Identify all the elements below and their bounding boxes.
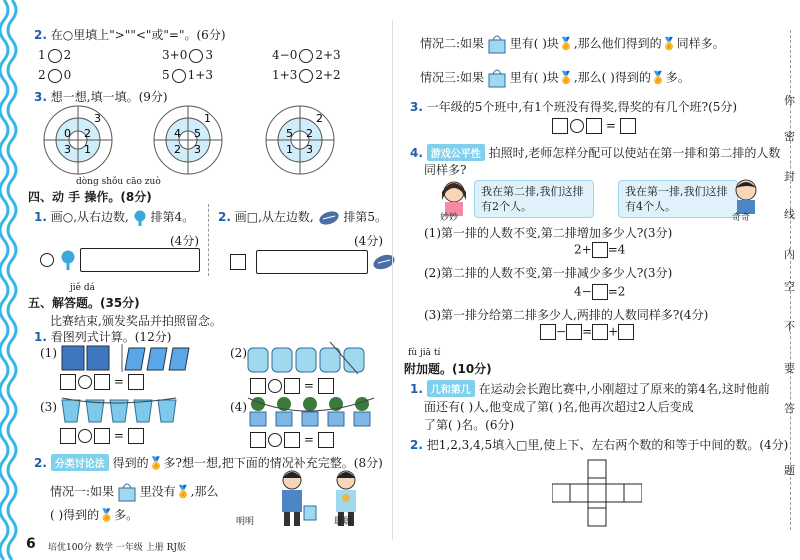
two-children-illustration (264, 466, 374, 528)
answer-box[interactable] (618, 324, 634, 340)
question-text: 在○里填上">""<"或"="。(6分) (50, 28, 226, 42)
answer-box[interactable] (592, 284, 608, 300)
target-diagram-3 (264, 104, 336, 176)
question-text: 排第4。 (150, 210, 195, 224)
equation-boxes[interactable]: = (250, 432, 334, 448)
cross-grid[interactable] (552, 458, 642, 530)
case-text: 多。 (665, 70, 690, 85)
question-number: 1. (34, 330, 47, 344)
case-text: 情况一:如果 (50, 484, 115, 499)
equation-text: = (582, 324, 593, 339)
compare-right: 3 (205, 48, 213, 62)
target-number: 2 (84, 127, 91, 140)
target-number: 5 (194, 127, 201, 140)
compare-left: 4−0 (272, 48, 298, 62)
equation-text: =2 (607, 284, 626, 299)
column-divider (392, 20, 393, 540)
question-number: 4. (410, 146, 423, 160)
footer-text: 培优100分 数学 一年级 上册 RJ版 (48, 543, 187, 553)
s4-item-2 (218, 208, 387, 225)
question-text: 多?想一想,把下面的情况补充完整。(8分) (163, 456, 383, 470)
question-text: 画○,从右边数, (50, 210, 129, 224)
medal-icon: 🏅 (661, 36, 677, 51)
question-text: 了第( )名。(6分) (424, 418, 515, 432)
question-text: 想一想,填一填。(9分) (50, 90, 168, 104)
target-number: 2 (316, 112, 323, 125)
equation (540, 324, 634, 340)
divider (208, 204, 209, 276)
question-text: 把1,2,3,4,5填入□里,使上下、左右两个数的和等于中间的数。(4分) (426, 438, 789, 452)
answer-circle[interactable] (172, 69, 186, 83)
name-label: 明明 (236, 517, 255, 527)
question-number: 2. (34, 28, 47, 42)
flowers-picture (246, 394, 376, 428)
question-2-title (34, 26, 226, 43)
target-number: 3 (94, 112, 101, 125)
compare-right: 2+3 (315, 48, 341, 62)
medal-icon: 🏅 (148, 456, 164, 470)
sub-question: (1)第一排的人数不变,第二排增加多少人?(3分) (424, 226, 673, 240)
section-4-title: 四、动 手 操作。(8分) (28, 190, 152, 204)
equation-text: − (556, 324, 567, 339)
case-text: 情况三:如果 (420, 70, 485, 85)
question-text: 看图列式计算。(12分) (50, 330, 172, 344)
case-text: 情况二:如果 (420, 36, 485, 51)
case-text: 同样多。 (676, 36, 725, 51)
answer-circle[interactable] (299, 69, 313, 83)
target-number: 3 (306, 143, 313, 156)
drawing-box[interactable] (256, 250, 368, 274)
r-question-3 (410, 98, 737, 115)
sub-question: (3)第一排分给第二排多少人,两排的人数同样多?(4分) (424, 308, 709, 322)
compare-row-1b (162, 48, 213, 63)
bonus-question-2 (410, 436, 788, 453)
question-number: 3. (34, 90, 47, 104)
answer-circle[interactable] (189, 49, 203, 63)
books-picture (60, 342, 190, 372)
bonus-title: 附加题。(10分) (404, 362, 492, 376)
target-number: 0 (64, 127, 71, 140)
s4-item-1 (34, 208, 194, 226)
target-number: 4 (174, 127, 181, 140)
page-number: 6 (26, 536, 36, 552)
case-2 (420, 34, 725, 54)
r-question-4 (410, 144, 780, 161)
answer-circle[interactable] (48, 49, 62, 63)
case-text: 多。 (114, 508, 139, 522)
answer-box[interactable] (592, 242, 608, 258)
answer-circle[interactable] (48, 69, 62, 83)
case-text: ,那么他们得到的 (573, 36, 662, 51)
target-number: 3 (64, 143, 71, 156)
speech-bubble-qiqi: 我在第一排,我们这排有4个人。 (618, 180, 738, 218)
question-number: 2. (218, 210, 231, 224)
compare-row-2b (162, 68, 213, 83)
picture-label: (3) (40, 400, 57, 414)
answer-box[interactable] (566, 324, 582, 340)
case-text: 里没有 (139, 484, 176, 499)
equation-text: 4− (574, 284, 592, 299)
method-tag: 分类讨论法 (51, 454, 109, 471)
question-text: 在运动会长跑比赛中,小刚超过了原来的第4名,这时他前 (478, 382, 770, 396)
gift-bag-icon (118, 482, 136, 502)
compare-row-1 (38, 48, 71, 63)
seal-char: 密 (784, 130, 795, 143)
target-number: 1 (204, 112, 211, 125)
name-label: 聪聪 (334, 517, 353, 527)
medal-icon: 🏅 (558, 36, 574, 51)
compare-right: 1+3 (187, 68, 213, 82)
target-diagram-1 (42, 104, 114, 176)
compare-row-2c (272, 68, 341, 83)
compare-right: 0 (63, 68, 72, 82)
score: (4分) (170, 234, 199, 248)
question-text: 得到的 (112, 456, 149, 470)
answer-box[interactable] (540, 324, 556, 340)
equation-text: =4 (607, 242, 626, 257)
gift-bag-icon (488, 68, 506, 88)
question-number: 2. (34, 456, 47, 470)
compare-row-2 (38, 68, 71, 83)
target-number: 1 (84, 143, 91, 156)
equation-text: 2+ (574, 242, 592, 257)
rugby-ball-icon (318, 211, 340, 225)
target-number: 3 (194, 143, 201, 156)
bonus-pinyin: fù jiā tí (408, 348, 441, 358)
compare-row-1c (272, 48, 341, 63)
worksheet-page (24, 0, 800, 560)
seal-char: 封 (784, 170, 795, 183)
compare-left: 1 (38, 48, 46, 62)
case-text: 里有( )块 (509, 36, 559, 51)
medal-icon: 🏅 (175, 484, 191, 499)
case-1-answer (50, 506, 138, 523)
ping-pong-paddle-icon (60, 250, 76, 270)
picture-label: (4) (230, 400, 247, 414)
case-text: ,那么( )得到的 (573, 70, 651, 85)
seal-char: 线 (784, 208, 795, 221)
medal-icon: 🏅 (558, 70, 574, 85)
cups-picture (60, 396, 180, 426)
section-5-title: 五、解答题。(35分) (28, 296, 140, 310)
case-text: 里有( )块 (509, 70, 559, 85)
section-5-pinyin: jiě dá (70, 283, 95, 293)
backpacks-picture (246, 340, 376, 374)
seal-char: 空 (784, 280, 795, 293)
drawn-circle (40, 253, 54, 267)
equation-text: + (608, 324, 619, 339)
equation (574, 284, 625, 300)
speech-bubble-miaomiao: 我在第二排,我们这排有2个人。 (474, 180, 594, 218)
name-label: 奇奇 (732, 213, 751, 223)
sub-question: (2)第二排的人数不变,第一排减少多少人?(3分) (424, 266, 673, 280)
ball-row (230, 250, 396, 274)
compare-right: 2+2 (315, 68, 341, 82)
name-label: 妙妙 (440, 213, 459, 223)
compare-right: 2 (63, 48, 72, 62)
compare-left: 5 (162, 68, 170, 82)
question-text: 同样多? (424, 163, 467, 177)
section-5-intro: 比赛结束,颁发奖品并拍照留念。 (50, 314, 222, 328)
case-3 (420, 68, 690, 88)
drawing-box[interactable] (80, 248, 200, 272)
seal-char: 不 (784, 320, 795, 333)
seal-char: 答 (784, 402, 795, 415)
question-text: 画□,从左边数, (234, 210, 314, 224)
compare-left: 3+0 (162, 48, 188, 62)
seal-char: 题 (784, 464, 795, 477)
method-tag: 游戏公平性 (427, 144, 485, 161)
target-diagram-2 (152, 104, 224, 176)
question-number: 3. (410, 100, 423, 114)
medal-icon: 🏅 (99, 508, 115, 522)
seal-char: 你 (784, 94, 795, 107)
answer-box[interactable] (592, 324, 608, 340)
question-3-title (34, 88, 168, 105)
target-number: 2 (306, 127, 313, 140)
target-number: 2 (174, 143, 181, 156)
equation (574, 242, 625, 258)
question-text: 一年级的5个班中,有1个班没有得奖,得奖的有几个班?(5分) (426, 100, 738, 114)
seal-char: 要 (784, 362, 795, 375)
question-number: 1. (410, 382, 423, 396)
section-4-pinyin: dòng shǒu cāo zuò (76, 177, 161, 187)
seal-char: 内 (784, 248, 795, 261)
case-text: ( )得到的 (50, 508, 100, 522)
picture-label: (2) (230, 346, 247, 360)
question-number: 1. (34, 210, 47, 224)
ping-pong-paddle-icon (133, 210, 147, 226)
picture-label: (1) (40, 346, 57, 360)
equation-boxes[interactable]: = (60, 374, 144, 390)
drawn-square (230, 254, 246, 270)
case-1 (50, 482, 219, 502)
equation-boxes[interactable]: = (250, 378, 334, 394)
method-tag: 几和第几 (427, 380, 475, 397)
score: (4分) (354, 234, 383, 248)
equation-boxes[interactable]: = (552, 118, 636, 134)
paddle-row (38, 248, 200, 272)
compare-left: 2 (38, 68, 46, 82)
target-number: 5 (286, 127, 293, 140)
equation-boxes[interactable]: = (60, 428, 144, 444)
target-number: 1 (286, 143, 293, 156)
answer-circle[interactable] (299, 49, 313, 63)
medal-icon: 🏅 (650, 70, 666, 85)
gift-bag-icon (488, 34, 506, 54)
question-text: 面还有( )人,他变成了第( )名,他再次超过2人后变成 (424, 400, 694, 414)
question-number: 2. (410, 438, 423, 452)
case-text: ,那么 (190, 484, 219, 499)
question-text: 排第5。 (343, 210, 388, 224)
question-text: 拍照时,老师怎样分配可以使站在第一排和第二排的人数 (488, 146, 781, 160)
bonus-question-1 (410, 380, 770, 397)
compare-left: 1+3 (272, 68, 298, 82)
decorative-wave-border (0, 0, 22, 560)
